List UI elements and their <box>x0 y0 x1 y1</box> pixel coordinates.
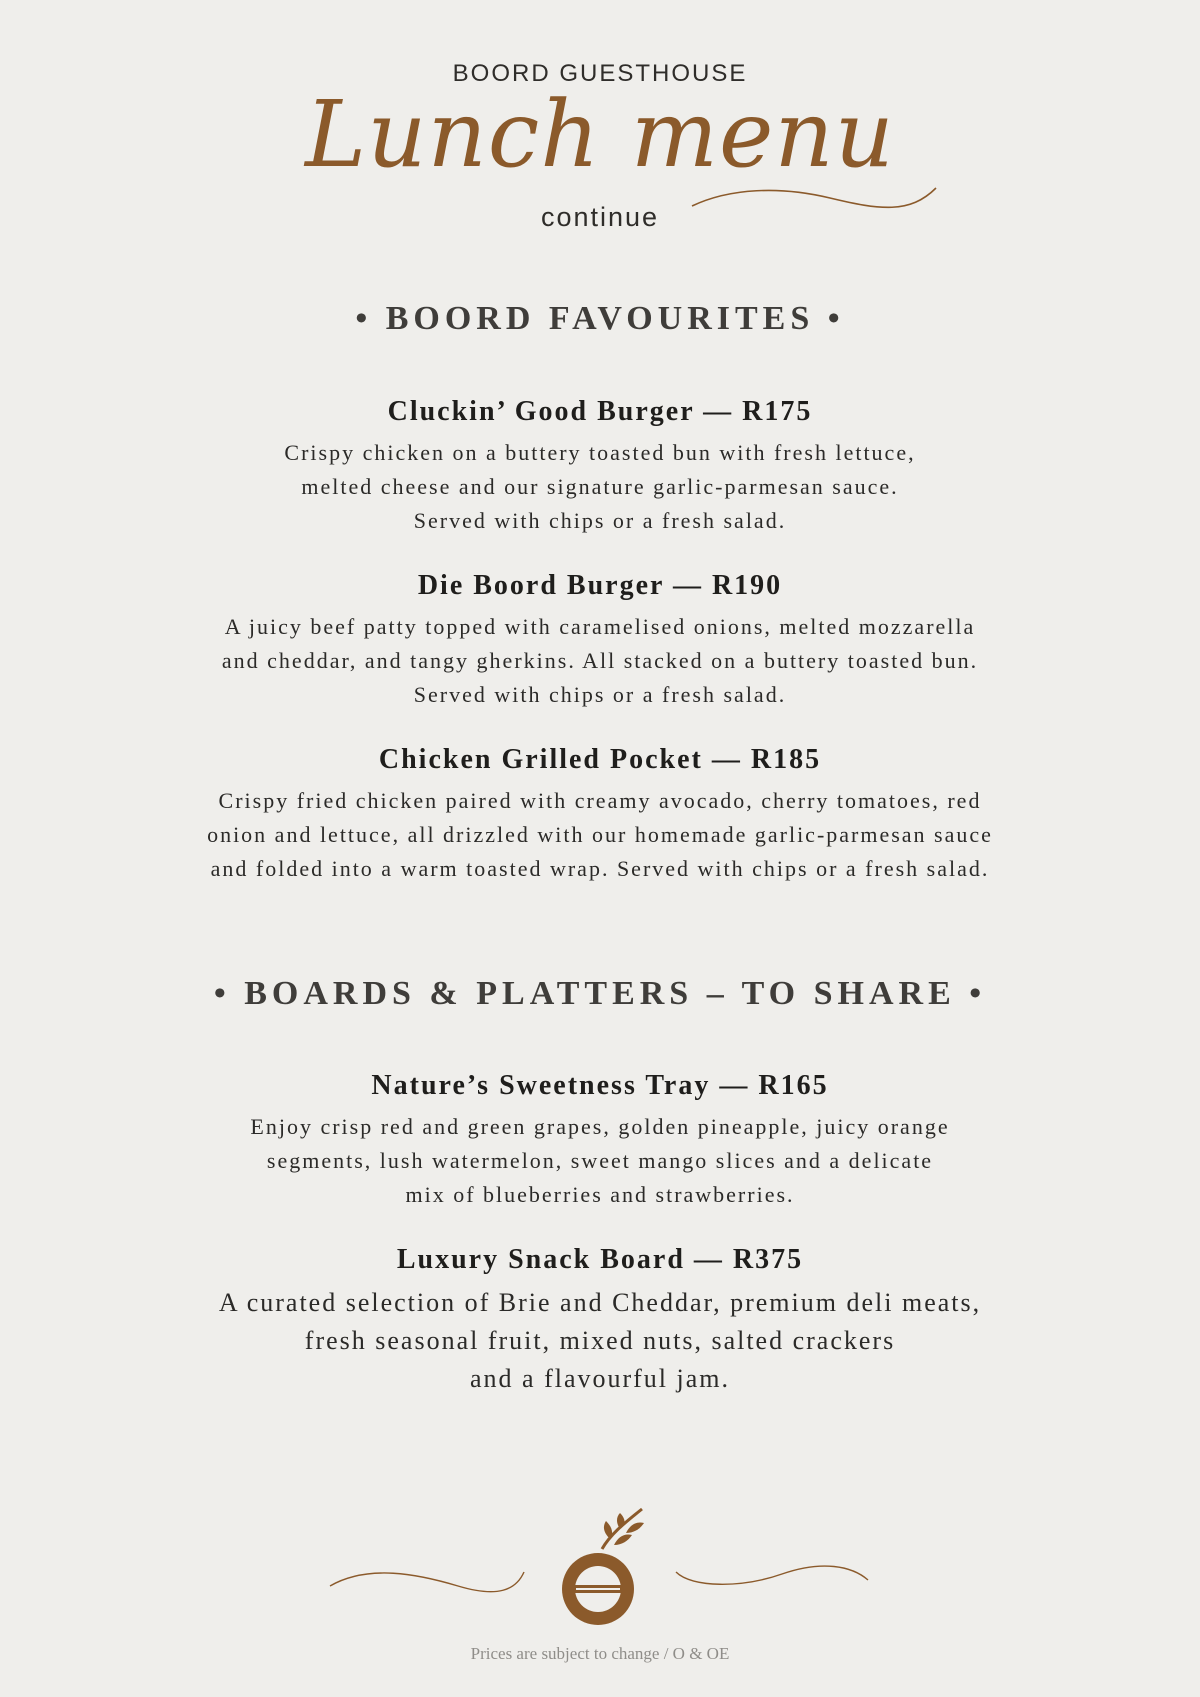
menu-item-title: Cluckin’ Good Burger — R175 <box>387 396 813 427</box>
footer-note: Prices are subject to change / O & OE <box>470 1644 730 1663</box>
description-line: A curated selection of Brie and Cheddar, premium deli meats, <box>218 1288 982 1317</box>
description-line: segments, lush watermelon, sweet mango slices and a delicate <box>266 1148 934 1173</box>
menu-item-title: Nature’s Sweetness Tray — R165 <box>371 1070 829 1101</box>
menu-subtitle: continue <box>540 202 660 232</box>
acorn-leaf-logo-icon <box>540 1505 660 1630</box>
menu-item-description <box>0 436 1200 538</box>
description-line: A juicy beef patty topped with caramelised onions, melted mozzarella <box>224 614 976 639</box>
right-swash-icon <box>672 1558 872 1598</box>
menu-item-description <box>0 610 1200 712</box>
description-line: Crispy fried chicken paired with creamy avocado, cherry tomatoes, red <box>218 788 982 813</box>
description-line: and folded into a warm toasted wrap. Served with chips or a fresh salad. <box>210 856 990 881</box>
description-line: Served with chips or a fresh salad. <box>413 508 787 533</box>
description-line: and cheddar, and tangy gherkins. All stacked on a buttery toasted bun. <box>221 648 979 673</box>
menu-item-title: Die Boord Burger — R190 <box>417 570 783 601</box>
description-line: and a flavourful jam. <box>469 1364 731 1393</box>
description-line: Enjoy crisp red and green grapes, golden pineapple, juicy orange <box>250 1114 950 1139</box>
description-line: onion and lettuce, all drizzled with our homemade garlic-parmesan sauce <box>207 822 993 847</box>
description-line: melted cheese and our signature garlic-parmesan sauce. <box>301 474 899 499</box>
menu-item-title: Chicken Grilled Pocket — R185 <box>378 744 822 775</box>
menu-item-description <box>0 784 1200 886</box>
menu-item-description <box>0 1284 1200 1398</box>
section-title-boord-favourites: • BOORD FAVOURITES • <box>355 300 845 337</box>
description-line: Served with chips or a fresh salad. <box>413 682 787 707</box>
brand-name: BOORD GUESTHOUSE <box>452 60 748 87</box>
menu-item-title: Luxury Snack Board — R375 <box>396 1244 804 1275</box>
menu-item-description <box>0 1110 1200 1212</box>
menu-title: Lunch menu <box>305 81 895 188</box>
description-line: mix of blueberries and strawberries. <box>405 1182 795 1207</box>
description-line: Crispy chicken on a buttery toasted bun with fresh lettuce, <box>284 440 916 465</box>
left-swash-icon <box>328 1560 528 1600</box>
description-line: fresh seasonal fruit, mixed nuts, salted crackers <box>304 1326 896 1355</box>
section-title-boards-platters: • BOARDS & PLATTERS – TO SHARE • <box>213 975 987 1012</box>
